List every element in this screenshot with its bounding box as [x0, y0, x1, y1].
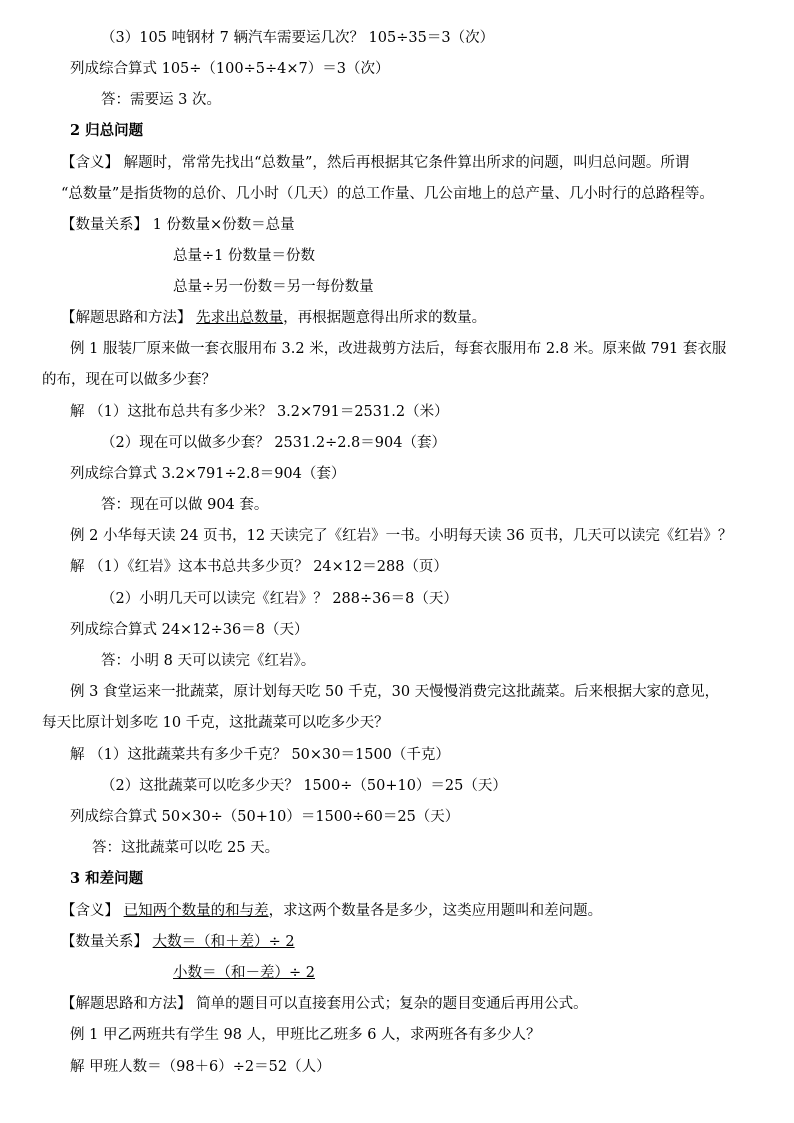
definition-underlined: 已知两个数量的和与差	[123, 903, 269, 919]
method-line	[61, 308, 486, 328]
solution-line: 解 （1）这批布总共有多少米？ 3.2×791＝2531.2（米）	[70, 404, 449, 420]
method-line	[61, 994, 588, 1014]
relation-line: 总量÷1 份数量＝份数	[173, 248, 315, 264]
relation-line: 总量÷另一份数＝另一每份数量	[173, 279, 374, 295]
formula-line: 列成综合算式 24×12÷36＝8（天）	[70, 622, 309, 638]
answer-line: 答：需要运 3 次。	[101, 92, 221, 108]
definition-text: ，求这两个数量各是多少，这类应用题叫和差问题。	[268, 903, 603, 919]
example-line: 每天比原计划多吃 10 千克，这批蔬菜可以吃多少天？	[42, 715, 389, 731]
solution-line: （2）现在可以做多少套？ 2531.2÷2.8＝904（套）	[101, 435, 446, 451]
answer-line: 答：小明 8 天可以读完《红岩》。	[101, 653, 316, 669]
example-line: 例 3 食堂运来一批蔬菜，原计划每天吃 50 千克，30 天慢慢消费完这批蔬菜。后来根据大家的意见，	[70, 684, 720, 700]
definition-tag: 【含义】	[61, 155, 119, 171]
relation-line	[61, 932, 295, 952]
method-text: 简单的题目可以直接套用公式；复杂的题目变通后再用公式。	[191, 996, 588, 1012]
example-line: 的布，现在可以做多少套？	[42, 372, 216, 388]
section-heading: 3 和差问题	[70, 870, 144, 887]
definition-line	[61, 153, 689, 173]
solution-line: （2）这批蔬菜可以吃多少天？ 1500÷（50+10）＝25（天）	[101, 778, 507, 794]
answer-line: 答：现在可以做 904 套。	[101, 497, 269, 513]
definition-line	[61, 901, 602, 921]
relation-tag: 【数量关系】	[61, 934, 148, 950]
solution-line: 解 （1）这批蔬菜共有多少千克？ 50×30＝1500（千克）	[70, 747, 450, 763]
formula-line: 列成综合算式 50×30÷（50+10）＝1500÷60＝25（天）	[70, 809, 460, 825]
relation-formula: 大数＝（和＋差）÷ 2	[152, 934, 295, 950]
formula-line: 列成综合算式 3.2×791÷2.8＝904（套）	[70, 466, 346, 482]
example-line: 例 2 小华每天读 24 页书，12 天读完了《红岩》一书。小明每天读 36 页书，几天可以读完《红岩》？	[70, 528, 733, 544]
relation-formula: 小数＝（和－差）÷ 2	[173, 965, 315, 981]
definition-tag: 【含义】	[61, 903, 119, 919]
definition-text: 解题时，常常先找出“总数量”，然后再根据其它条件算出所求的问题，叫归总问题。所谓	[119, 155, 690, 171]
method-underlined: 先求出总数量	[196, 310, 284, 326]
method-tag: 【解题思路和方法】	[61, 310, 192, 326]
formula-line: 列成综合算式 105÷（100÷5÷4×7）＝3（次）	[70, 61, 390, 77]
solution-line: 解 （1）《红岩》这本书总共多少页？ 24×12＝288（页）	[70, 559, 448, 575]
example-line: 例 1 甲乙两班共有学生 98 人，甲班比乙班多 6 人，求两班各有多少人？	[70, 1027, 541, 1043]
solution-line: 解 甲班人数＝（98＋6）÷2＝52（人）	[70, 1059, 331, 1075]
relation-tag: 【数量关系】	[61, 217, 148, 233]
method-tag: 【解题思路和方法】	[61, 996, 192, 1012]
definition-line: “总数量”是指货物的总价、几小时（几天）的总工作量、几公亩地上的总产量、几小时行的总路程等。	[61, 186, 714, 202]
example-line: 例 1 服装厂原来做一套衣服用布 3.2 米，改进裁剪方法后，每套衣服用布 2.8 米。原来做 791 套衣服	[70, 341, 727, 357]
relation-line	[61, 215, 295, 235]
answer-line: 答：这批蔬菜可以吃 25 天。	[92, 840, 280, 856]
method-text: ，再根据题意得出所求的数量。	[283, 310, 487, 326]
step-line: （3）105 吨钢材 7 辆汽车需要运几次？ 105÷35＝3（次）	[101, 30, 495, 46]
relation-text: 1 份数量×份数＝总量	[148, 217, 295, 233]
section-heading: 2 归总问题	[70, 122, 144, 139]
solution-line: （2）小明几天可以读完《红岩》？ 288÷36＝8（天）	[101, 591, 458, 607]
